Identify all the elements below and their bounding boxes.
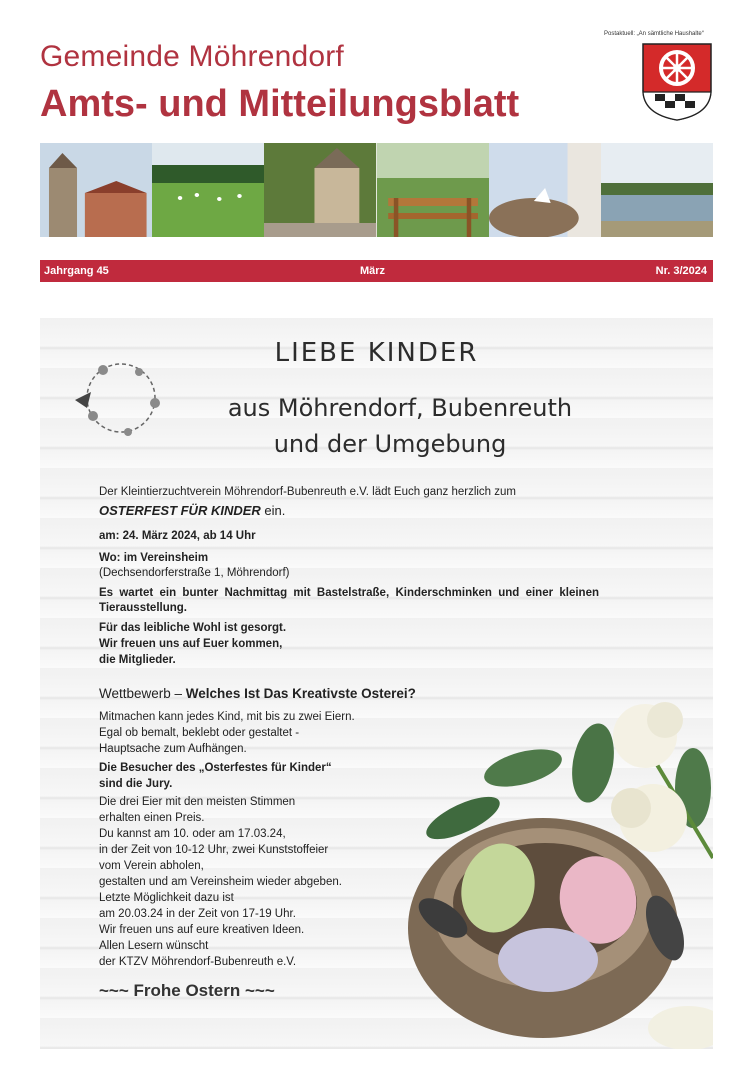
event-date: am: 24. März 2024, ab 14 Uhr [99,530,256,542]
meadow-storks-photo [152,143,264,237]
welfare-line-3: die Mitglieder. [99,654,176,666]
info-line: Allen Lesern wünscht [99,940,209,952]
welfare-line-2: Wir freuen uns auf Euer kommen, [99,638,283,650]
info-line: in der Zeit von 10-12 Uhr, zwei Kunststoffeier [99,844,329,856]
event-location: Wo: im Vereinsheim [99,552,209,564]
contest-line: Egal ob bemalt, beklebt oder gestaltet - [99,727,300,739]
stork-nest-photo [489,143,601,237]
event-suffix: ein. [260,503,286,518]
info-line: Die drei Eier mit den meisten Stimmen [99,796,296,808]
jury-line-2: sind die Jury. [99,778,173,790]
info-line: vom Verein abholen, [99,860,204,872]
issue-number: Nr. 3/2024 [655,265,707,277]
contest-prefix: Wettbewerb – [99,686,186,701]
info-line: der KTZV Möhrendorf-Bubenreuth e.V. [99,956,297,968]
photo-strip [40,143,713,237]
jury-line-1: Die Besucher des „Osterfestes für Kinder“ [99,762,332,774]
info-line: gestalten und am Vereinsheim wieder abgeben. [99,876,342,888]
info-line: erhalten einen Preis. [99,812,205,824]
info-line: am 20.03.24 in der Zeit von 17-19 Uhr. [99,908,296,920]
poster-headline: LIEBE KINDER [274,338,479,368]
easter-poster [40,318,713,1049]
easter-nest-illustration [403,698,713,1049]
program-text: Es wartet ein bunter Nachmittag mit Bastelstraße, Kinderschminken und einer kleinen Tierausstellung. [99,587,599,614]
contest-line: Hauptsache zum Aufhängen. [99,743,247,755]
event-address: (Dechsendorferstraße 1, Möhrendorf) [99,567,290,579]
volume-label: Jahrgang 45 [44,265,109,277]
postal-note: Postaktuell: „An sämtliche Haushalte“ [604,31,704,37]
contest-title: Welches Ist Das Kreativste Osterei? [185,686,416,701]
issue-band [40,260,713,282]
info-line: Letzte Möglichkeit dazu ist [99,892,234,904]
tower-photo [40,143,152,237]
intro-text: Der Kleintierzuchtverein Möhrendorf-Bubenreuth e.V. lädt Euch ganz herzlich zum [99,486,516,498]
poster-subtitle-2: und der Umgebung [273,430,507,458]
info-line: Du kannst am 10. oder am 17.03.24, [99,828,286,840]
info-line: Wir freuen uns auf eure kreativen Ideen. [99,924,305,936]
welfare-line-1: Für das leibliche Wohl ist gesorgt. [99,622,287,634]
contest-line: Mitmachen kann jedes Kind, mit bis zu zwei Eiern. [99,711,355,723]
bench-photo [377,143,489,237]
event-name: OSTERFEST FÜR KINDER [99,503,261,518]
pond-photo [601,143,713,237]
municipality-title: Gemeinde Möhrendorf [40,40,344,73]
church-photo [264,143,376,237]
poster-subtitle-1: aus Möhrendorf, Bubenreuth [227,394,573,422]
coat-of-arms-icon [641,42,713,122]
publication-title: Amts- und Mitteilungsblatt [40,83,520,125]
closing-greeting: ~~~ Frohe Ostern ~~~ [99,981,275,1000]
month-label: März [360,265,386,277]
